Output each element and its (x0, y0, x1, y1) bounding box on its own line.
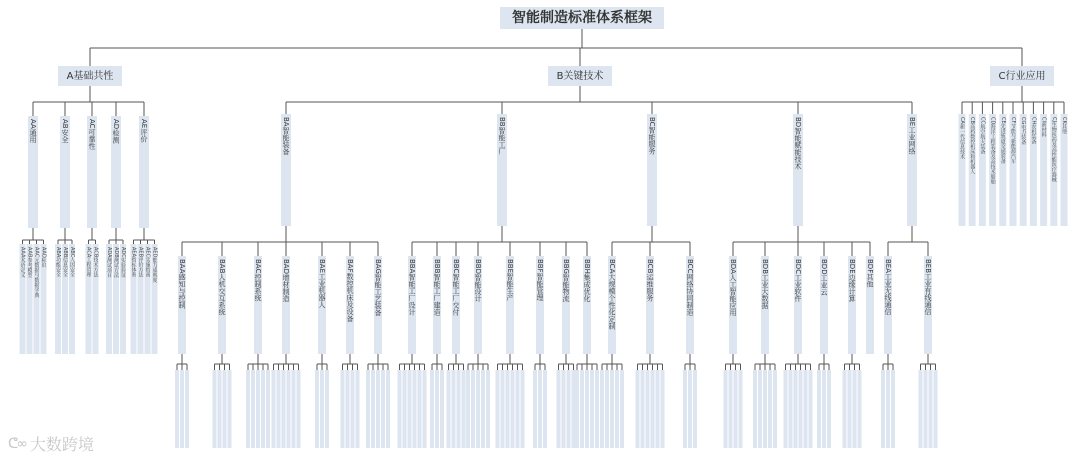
a-leaf-1-2: ABC人因安全 (69, 247, 75, 278)
b-child-4: BE工业网络 (908, 117, 916, 155)
b-sub-3-1: BDB工业大数据 (761, 259, 769, 309)
b-leaf-box (636, 370, 640, 448)
b-leaf-box (688, 370, 692, 448)
b-leaf-box (600, 370, 604, 448)
b-leaf-box (287, 370, 291, 448)
b-sub-0-4: BAE工业机器人 (318, 259, 326, 309)
b-leaf-box (809, 370, 813, 448)
b-leaf-box (223, 370, 227, 448)
c-child-0: CA新一代信息技术 (959, 117, 965, 159)
b-leaf-box (376, 370, 380, 448)
a-child-0: AA通用 (29, 119, 37, 143)
b-leaf-box (789, 370, 793, 448)
b-leaf-box (734, 370, 738, 448)
c-child-5: CF节能与新能源汽车 (1010, 117, 1016, 164)
b-leaf-box (822, 370, 826, 448)
b-sub-3-5: BDF其他 (866, 259, 874, 288)
b-leaf-box (543, 370, 547, 448)
b-leaf-box (729, 370, 733, 448)
b-leaf-box (403, 370, 407, 448)
b-leaf-box (440, 370, 444, 448)
b-sub-1-5: BBF智能管理 (536, 259, 544, 301)
b-leaf-box (858, 370, 862, 448)
b-leaf-box (516, 370, 520, 448)
a-leaf-2-1: ACB技术方法 (92, 247, 99, 278)
b-leaf-box (891, 370, 895, 448)
b-sub-3-2: BDC工业软件 (794, 259, 802, 303)
b-leaf-box (381, 370, 385, 448)
a-child-1: AB安全 (61, 119, 69, 143)
b-leaf-box (784, 370, 788, 448)
b-sub-4-1: BEB工业有线通信 (924, 259, 932, 316)
b-leaf-box (325, 370, 329, 448)
b-leaf-box (213, 370, 217, 448)
b-leaf-box (595, 370, 599, 448)
b-leaf-box (452, 370, 456, 448)
b-leaf-box (804, 370, 808, 448)
diagram-nodes (20, 7, 1068, 448)
b-child-3: BD智能赋能技术 (794, 117, 802, 170)
b-sub-0-0: BAA感知与控制 (178, 259, 186, 309)
b-leaf-box (794, 370, 798, 448)
b-leaf-box (418, 370, 422, 448)
a-leaf-0-3: AAD标识 (40, 247, 47, 268)
b-leaf-box (590, 370, 594, 448)
b-sub-2-2: BCC网络协同制造 (686, 259, 694, 316)
b-leaf-box (246, 370, 250, 448)
b-sub-1-0: BBA智能工厂设计 (408, 259, 416, 316)
b-leaf-box (356, 370, 360, 448)
b-leaf-box (848, 370, 852, 448)
b-leaf-box (562, 370, 566, 448)
b-leaf-box (496, 370, 500, 448)
b-leaf-box (853, 370, 857, 448)
b-leaf-box (481, 370, 485, 448)
b-leaf-box (408, 370, 412, 448)
a-leaf-4-2: AEC实施指南 (144, 247, 151, 278)
b-leaf-box (506, 370, 510, 448)
b-leaf-box (768, 370, 772, 448)
b-leaf-box (557, 370, 561, 448)
b-leaf-box (827, 370, 831, 448)
b-leaf-box (585, 370, 589, 448)
b-leaf-box (799, 370, 803, 448)
a-leaf-4-3: AED能力成熟度 (151, 247, 158, 283)
b-leaf-box (292, 370, 296, 448)
a-leaf-2-0: ACA工程管理 (85, 247, 92, 278)
b-leaf-box (615, 370, 619, 448)
b-leaf-box (580, 370, 584, 448)
b-leaf-box (605, 370, 609, 448)
b-leaf-box (572, 370, 576, 448)
b-sub-4-0: BEA工业无线通信 (884, 259, 892, 316)
b-leaf-box (320, 370, 324, 448)
b-leaf-box (567, 370, 571, 448)
b-sub-0-5: BAF数控机床及设备 (346, 259, 354, 322)
a-leaf-3-1: ADB测试方法 (113, 247, 119, 278)
b-leaf-box (277, 370, 281, 448)
b-leaf-box (185, 370, 189, 448)
a-leaf-4-0: AEA指标体系 (130, 247, 137, 277)
watermark-text: 大数跨境 (29, 435, 94, 454)
b-leaf-box (398, 370, 402, 448)
b-leaf-box (256, 370, 260, 448)
b-sub-2-1: BCB运维服务 (646, 259, 654, 302)
b-leaf-box (462, 370, 466, 448)
b-sub-3-3: BDD工业云 (820, 259, 828, 296)
b-leaf-box (251, 370, 255, 448)
b-leaf-box (929, 370, 933, 448)
b-leaf-box (228, 370, 232, 448)
b-leaf-box (466, 370, 470, 448)
a-leaf-4-1: AEB评价方法 (137, 247, 144, 278)
c-child-6: CG电力装备 (1020, 117, 1027, 145)
b-sub-2-0: BCA大规模个性化定制 (608, 259, 616, 330)
c-child-1: CB高档数控机床和机器人 (969, 117, 976, 174)
a-leaf-0-0: AAA术语定义 (19, 247, 26, 278)
b-leaf-box (646, 370, 650, 448)
b-sub-1-6: BBG智能物流 (562, 259, 570, 302)
watermark (8, 432, 94, 455)
b-sub-0-1: BAB人机交互系统 (218, 259, 226, 316)
b-leaf-box (886, 370, 890, 448)
category-C-label: C行业应用 (998, 71, 1046, 82)
b-child-1: BB智能工厂 (498, 117, 506, 155)
b-leaf-box (763, 370, 767, 448)
b-leaf-box (282, 370, 286, 448)
b-leaf-box (651, 370, 655, 448)
a-leaf-0-1: AAB参考模型 (26, 247, 33, 278)
b-sub-0-3: BAD增材制造 (282, 259, 290, 302)
b-leaf-box (501, 370, 505, 448)
b-leaf-box (266, 370, 270, 448)
c-child-4: CE先进轨道交通装备 (999, 117, 1006, 164)
category-A-label: A基础共性 (66, 71, 114, 82)
b-leaf-box (693, 370, 697, 448)
b-leaf-box (341, 370, 345, 448)
a-leaf-1-0: ABA功能安全 (55, 247, 61, 278)
b-sub-3-0: BDA人工智能应用 (729, 259, 737, 316)
b-leaf-box (476, 370, 480, 448)
b-leaf-box (435, 370, 439, 448)
b-leaf-box (447, 370, 451, 448)
b-child-2: BC智能服务 (648, 117, 656, 155)
b-leaf-box (773, 370, 777, 448)
c-child-8: CI新材料 (1040, 117, 1047, 137)
b-leaf-box (430, 370, 434, 448)
a-leaf-3-0: ADA测试项目 (106, 247, 112, 278)
b-leaf-box (934, 370, 938, 448)
b-leaf-box (366, 370, 370, 448)
a-leaf-1-1: ABB信息安全 (62, 247, 68, 278)
b-leaf-box (843, 370, 847, 448)
b-leaf-box (457, 370, 461, 448)
b-sub-1-7: BBH集成优化 (583, 259, 591, 302)
b-leaf-box (486, 370, 490, 448)
b-sub-1-4: BBE智能生产 (506, 259, 514, 302)
b-sub-0-2: BAC控制系统 (254, 259, 262, 302)
b-child-0: BA智能装备 (282, 117, 290, 155)
b-leaf-box (351, 370, 355, 448)
b-leaf-box (881, 370, 885, 448)
page-title: 智能制造标准体系框架 (512, 10, 652, 26)
b-leaf-box (739, 370, 743, 448)
b-leaf-box (346, 370, 350, 448)
b-leaf-box (272, 370, 276, 448)
b-leaf-box (261, 370, 265, 448)
b-leaf-box (511, 370, 515, 448)
b-leaf-box (538, 370, 542, 448)
b-sub-1-2: BBC智能工厂交付 (452, 259, 460, 316)
b-leaf-box (533, 370, 537, 448)
b-leaf-box (371, 370, 375, 448)
b-leaf-box (423, 370, 427, 448)
c-child-9: CJ生物医药及高性能医疗器械 (1050, 117, 1057, 182)
a-leaf-0-2: AAC元数据与数据字典 (33, 247, 40, 298)
b-leaf-box (641, 370, 645, 448)
c-child-3: CD海洋工程装备及高技术船舶 (989, 117, 996, 185)
b-sub-3-4: BDE边缘计算 (848, 259, 856, 302)
b-leaf-box (471, 370, 475, 448)
b-leaf-box (753, 370, 757, 448)
b-leaf-box (180, 370, 184, 448)
b-leaf-box (297, 370, 301, 448)
b-leaf-box (620, 370, 624, 448)
b-leaf-box (817, 370, 821, 448)
c-child-7: CH农机装备 (1030, 117, 1037, 145)
a-child-4: AE评价 (140, 119, 148, 143)
b-leaf-box (610, 370, 614, 448)
c-child-10: CK其他 (1061, 117, 1067, 134)
b-leaf-box (758, 370, 762, 448)
b-leaf-box (218, 370, 222, 448)
b-leaf-box (413, 370, 417, 448)
b-leaf-box (175, 370, 179, 448)
b-leaf-box (386, 370, 390, 448)
b-leaf-box (683, 370, 687, 448)
b-leaf-box (919, 370, 923, 448)
b-leaf-box (924, 370, 928, 448)
b-sub-0-6: BAG智能工艺装备 (374, 259, 382, 316)
c-child-2: CC航空航天装备 (979, 117, 986, 154)
a-leaf-3-2: ADC实验验证 (120, 247, 126, 278)
b-sub-1-1: BBB智能工厂建造 (433, 259, 441, 316)
b-leaf-box (724, 370, 728, 448)
watermark-logo-icon: ᕦ∞ (8, 435, 26, 452)
a-child-2: AC可靠性 (88, 119, 96, 150)
category-B-label: B关键技术 (556, 71, 604, 82)
b-leaf-box (661, 370, 665, 448)
b-sub-1-3: BBD智能设计 (474, 259, 482, 302)
a-child-3: AD检测 (112, 119, 120, 144)
b-leaf-box (521, 370, 525, 448)
b-leaf-box (656, 370, 660, 448)
b-leaf-box (315, 370, 319, 448)
b-leaf-box (575, 370, 579, 448)
